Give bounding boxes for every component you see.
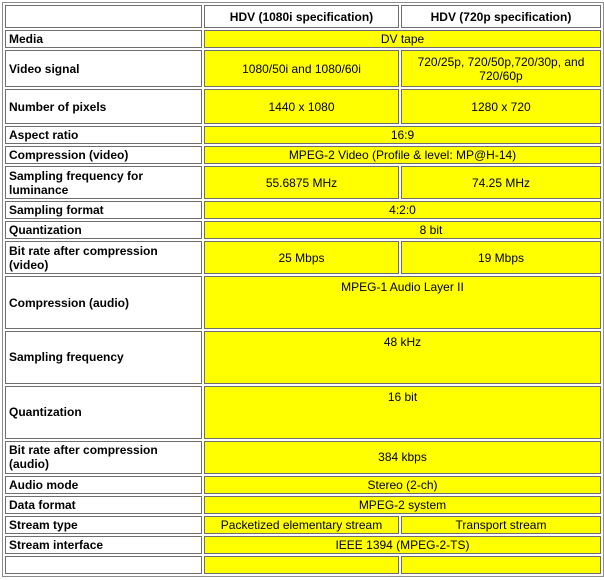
row-label: Media — [5, 30, 202, 48]
table-row — [5, 536, 601, 554]
table-row — [5, 50, 601, 87]
table-row — [5, 166, 601, 199]
table-row — [5, 516, 601, 534]
row-value-1080i: 55.6875 MHz — [204, 166, 399, 199]
row-label: Sampling format — [5, 201, 202, 219]
row-value-1080i: 1440 x 1080 — [204, 89, 399, 124]
table-row — [5, 496, 601, 514]
table-row — [5, 476, 601, 494]
row-value-1080i — [204, 556, 399, 574]
row-value: 384 kbps — [204, 441, 601, 474]
row-value: MPEG-2 system — [204, 496, 601, 514]
row-label: Bit rate after compression (audio) — [5, 441, 202, 474]
row-label — [5, 556, 202, 574]
table-row — [5, 30, 601, 48]
row-value-720p: 19 Mbps — [401, 241, 601, 274]
table-row — [5, 89, 601, 124]
row-label: Audio mode — [5, 476, 202, 494]
row-value-1080i: 1080/50i and 1080/60i — [204, 50, 399, 87]
row-value-720p — [401, 556, 601, 574]
table-row — [5, 556, 601, 574]
hdv-spec-table — [2, 2, 604, 577]
table-row — [5, 241, 601, 274]
row-value-720p: 1280 x 720 — [401, 89, 601, 124]
table-row — [5, 331, 601, 384]
row-value-720p: 74.25 MHz — [401, 166, 601, 199]
table-row — [5, 276, 601, 329]
row-value: MPEG-1 Audio Layer II — [204, 276, 601, 329]
table-row — [5, 441, 601, 474]
row-value: Stereo (2-ch) — [204, 476, 601, 494]
row-label: Bit rate after compression (video) — [5, 241, 202, 274]
column-header-1080i: HDV (1080i specification) — [204, 5, 399, 28]
row-label: Compression (video) — [5, 146, 202, 164]
row-value: 8 bit — [204, 221, 601, 239]
table-row — [5, 201, 601, 219]
row-label: Quantization — [5, 386, 202, 439]
row-value: 48 kHz — [204, 331, 601, 384]
row-value: MPEG-2 Video (Profile & level: MP@H-14) — [204, 146, 601, 164]
column-header-720p: HDV (720p specification) — [401, 5, 601, 28]
row-label: Sampling frequency — [5, 331, 202, 384]
row-value-720p: Transport stream — [401, 516, 601, 534]
row-label: Stream interface — [5, 536, 202, 554]
table-row — [5, 221, 601, 239]
row-value: 4:2:0 — [204, 201, 601, 219]
table-row — [5, 386, 601, 439]
row-value: DV tape — [204, 30, 601, 48]
row-label: Data format — [5, 496, 202, 514]
header-corner — [5, 5, 202, 28]
row-label: Stream type — [5, 516, 202, 534]
row-label: Video signal — [5, 50, 202, 87]
header-row — [5, 5, 601, 28]
row-label: Number of pixels — [5, 89, 202, 124]
row-label: Quantization — [5, 221, 202, 239]
row-value-1080i: 25 Mbps — [204, 241, 399, 274]
table-row — [5, 126, 601, 144]
table-row — [5, 146, 601, 164]
row-label: Sampling frequency for luminance — [5, 166, 202, 199]
row-value: 16 bit — [204, 386, 601, 439]
row-value: 16:9 — [204, 126, 601, 144]
row-value-1080i: Packetized elementary stream — [204, 516, 399, 534]
row-label: Compression (audio) — [5, 276, 202, 329]
row-value: IEEE 1394 (MPEG-2-TS) — [204, 536, 601, 554]
row-label: Aspect ratio — [5, 126, 202, 144]
row-value-720p: 720/25p, 720/50p,720/30p, and 720/60p — [401, 50, 601, 87]
